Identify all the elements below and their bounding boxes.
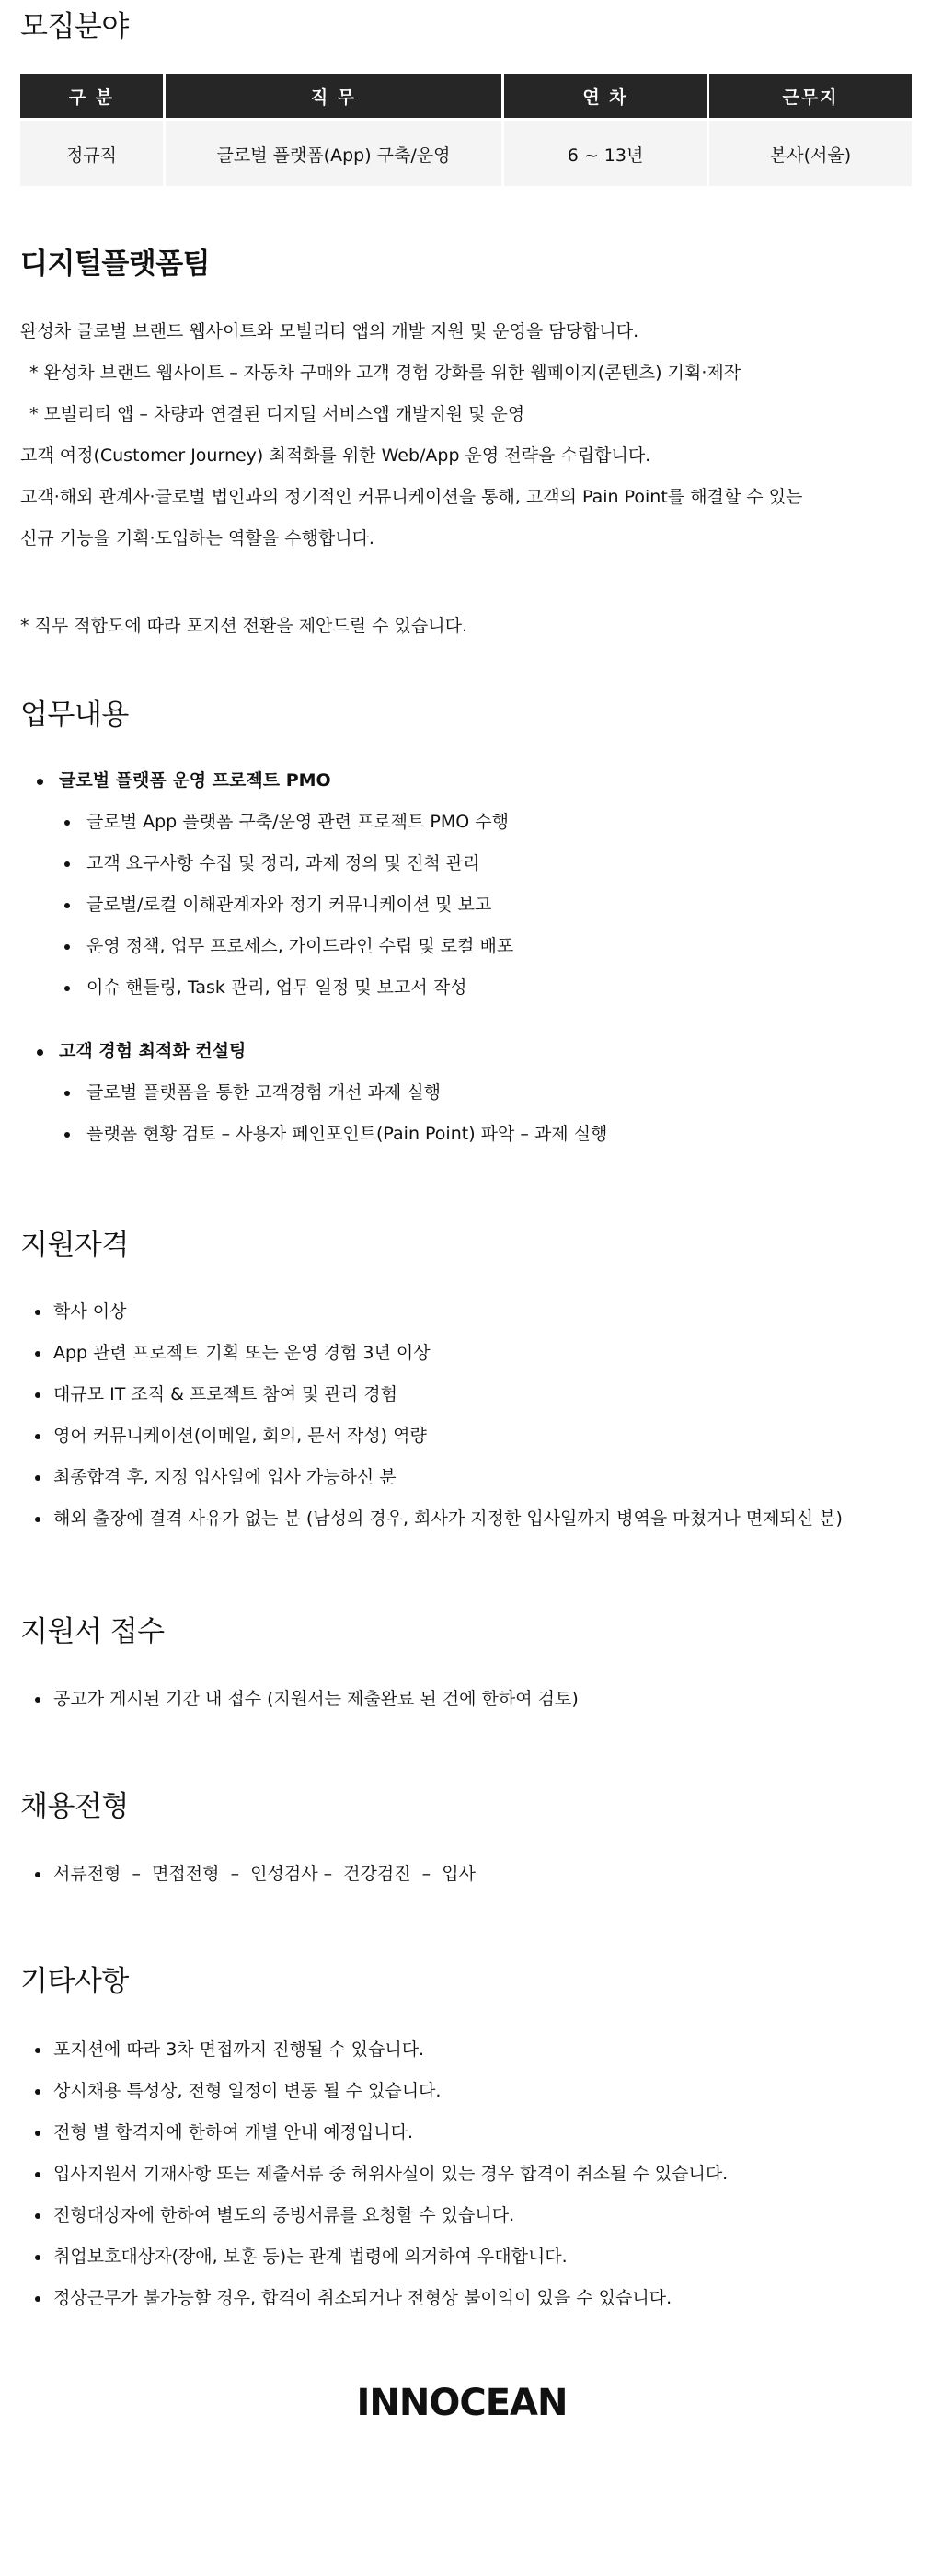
list-item: 학사 이상 xyxy=(31,1291,843,1333)
recruit-table xyxy=(17,74,914,186)
list-item: 영어 커뮤니케이션(이메일, 회의, 문서 작성) 역량 xyxy=(31,1415,843,1457)
section-title-etc: 기타사항 xyxy=(20,1965,129,1998)
team-line: 완성차 글로벌 브랜드 웹사이트와 모빌리티 앱의 개발 지원 및 운영을 담당합니다. xyxy=(20,321,639,341)
team-note xyxy=(20,606,467,647)
list-item: 최종합격 후, 지정 입사일에 입사 가능하신 분 xyxy=(31,1457,843,1498)
list-item: 정상근무가 불가능할 경우, 합격이 취소되거나 전형상 불이익이 있을 수 있습니다. xyxy=(31,2278,728,2319)
list-item: 입사지원서 기재사항 또는 제출서류 중 허위사실이 있는 경우 합격이 취소될 수 있습니다. xyxy=(31,2154,728,2195)
table-header-cell: 근무지 xyxy=(709,74,912,118)
table-header-cell: 구 분 xyxy=(20,74,163,118)
section-title-recruit-field: 모집분야 xyxy=(20,10,129,43)
list-item: 서류전형 – 면접전형 – 인성검사 – 건강검진 – 입사 xyxy=(31,1854,476,1895)
qualifications-list xyxy=(31,1291,843,1540)
list-item: 고객 경험 최적화 컨설팅 xyxy=(31,1031,607,1072)
list-item: App 관련 프로젝트 기획 또는 운영 경험 3년 이상 xyxy=(31,1333,843,1374)
team-line: 고객 여정(Customer Journey) 최적화를 위한 Web/App 운영 전략을 수립합니다. xyxy=(20,445,651,466)
list-item: 운영 정책, 업무 프로세스, 가이드라인 수립 및 로컬 배포 xyxy=(31,926,607,967)
table-cell: 글로벌 플랫폼(App) 구축/운영 xyxy=(166,118,501,186)
list-item: 이슈 핸들링, Task 관리, 업무 일정 및 보고서 작성 xyxy=(31,967,607,1009)
table-header-cell: 직 무 xyxy=(166,74,501,118)
team-line: 고객·해외 관계사·글로벌 법인과의 정기적인 커뮤니케이션을 통해, 고객의 Pain Point를 해결할 수 있는 xyxy=(20,487,803,507)
list-item: 전형대상자에 한하여 별도의 증빙서류를 요청할 수 있습니다. xyxy=(31,2195,728,2236)
etc-list xyxy=(31,2029,728,2319)
list-item: 포지션에 따라 3차 면접까지 진행될 수 있습니다. xyxy=(31,2029,728,2071)
list-item: 상시채용 특성상, 전형 일정이 변동 될 수 있습니다. xyxy=(31,2071,728,2112)
list-item: 해외 출장에 결격 사유가 없는 분 (남성의 경우, 회사가 지정한 입사일까지 병역을 마쳤거나 면제되신 분) xyxy=(31,1498,843,1540)
table-cell: 본사(서울) xyxy=(709,118,912,186)
list-item: 글로벌 App 플랫폼 구축/운영 관련 프로젝트 PMO 수행 xyxy=(31,802,607,843)
list-item: 공고가 게시된 기간 내 접수 (지원서는 제출완료 된 건에 한하여 검토) xyxy=(31,1679,579,1720)
list-item: 대규모 IT 조직 & 프로젝트 참여 및 관리 경험 xyxy=(31,1374,843,1415)
table-cell: 정규직 xyxy=(20,118,163,186)
table-header-cell: 연 차 xyxy=(504,74,707,118)
list-item: 취업보호대상자(장애, 보훈 등)는 관계 법령에 의거하여 우대합니다. xyxy=(31,2236,728,2278)
section-title-process: 채용전형 xyxy=(20,1790,129,1823)
application-list xyxy=(31,1679,579,1720)
list-item: 고객 요구사항 수집 및 정리, 과제 정의 및 진척 관리 xyxy=(31,843,607,884)
list-item: 글로벌/로컬 이해관계자와 정기 커뮤니케이션 및 보고 xyxy=(31,884,607,926)
table-row xyxy=(20,118,912,186)
team-note-text: * 직무 적합도에 따라 포지션 전환을 제안드릴 수 있습니다. xyxy=(20,616,467,636)
team-description xyxy=(20,311,802,560)
team-line: 신규 기능을 기획·도입하는 역할을 수행합니다. xyxy=(20,528,374,549)
list-item: 플랫폼 현황 검토 – 사용자 페인포인트(Pain Point) 파악 – 과제 실행 xyxy=(31,1114,607,1155)
list-item: 글로벌 플랫폼 운영 프로젝트 PMO xyxy=(31,760,607,802)
section-title-team: 디지털플랫폼팀 xyxy=(20,248,211,281)
section-title-duties: 업무내용 xyxy=(20,699,129,732)
section-title-application: 지원서 접수 xyxy=(20,1615,165,1648)
table-cell: 6 ~ 13년 xyxy=(504,118,707,186)
company-logo: INNOCEAN xyxy=(356,2382,568,2424)
team-line: * 완성차 브랜드 웹사이트 – 자동차 구매와 고객 경험 강화를 위한 웹페이지(콘텐츠) 기획·제작 xyxy=(29,363,741,383)
duties-list xyxy=(31,760,607,1155)
list-item: 글로벌 플랫폼을 통한 고객경험 개선 과제 실행 xyxy=(31,1072,607,1114)
team-line: * 모빌리티 앱 – 차량과 연결된 디지털 서비스앱 개발지원 및 운영 xyxy=(29,404,525,424)
list-item: 전형 별 합격자에 한하여 개별 안내 예정입니다. xyxy=(31,2112,728,2154)
process-list xyxy=(31,1854,476,1895)
section-title-qualifications: 지원자격 xyxy=(20,1229,129,1262)
table-header-row xyxy=(20,74,912,118)
